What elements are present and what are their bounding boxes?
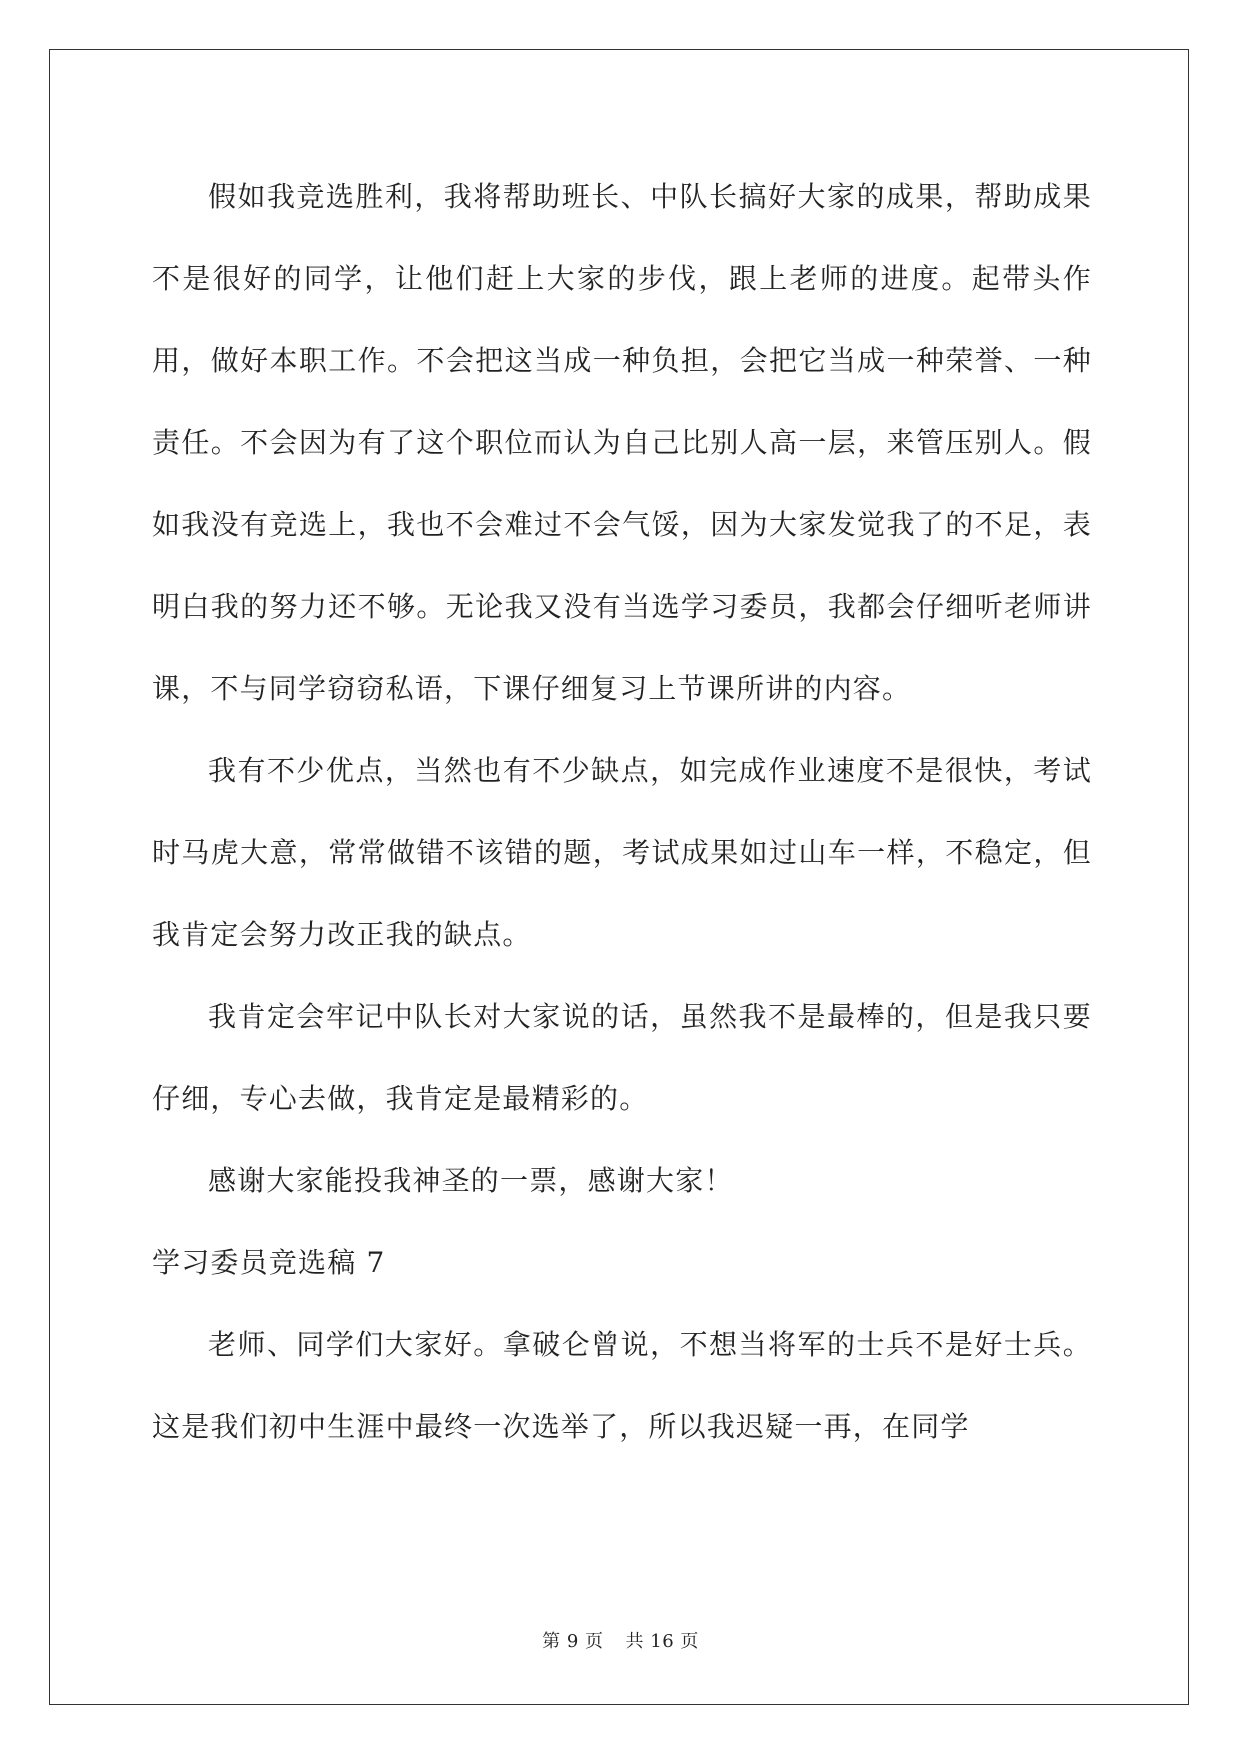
paragraph-election-win: 假如我竞选胜利，我将帮助班长、中队长搞好大家的成果，帮助成果不是很好的同学，让他们赶上大家的步伐，跟上老师的进度。起带头作用，做好本职工作。不会把这当成一种负担，会把它当成一种荣誉、一种责任。不会因为有了这个职位而认为自己比别人高一层，来管压别人。假如我没有竞选上，我也不会难过不会气馁，因为大家发觉我了的不足，表明白我的努力还不够。无论我又没有当选学习委员，我都会仔细听老师讲课，不与同学窃窃私语，下课仔细复习上节课所讲的内容。	[152, 180, 1092, 705]
paragraph-promise: 我肯定会牢记中队长对大家说的话，虽然我不是最棒的，但是我只要仔细，专心去做，我肯定是最精彩的。	[152, 1000, 1092, 1115]
page-number: 第 9 页	[542, 1631, 604, 1652]
paragraph-thanks: 感谢大家能投我神圣的一票，感谢大家！	[208, 1164, 734, 1197]
paragraph-greeting: 老师、同学们大家好。拿破仑曾说，不想当将军的士兵不是好士兵。这是我们初中生涯中最终一次选举了，所以我迟疑一再，在同学	[152, 1328, 1092, 1443]
page-total: 共 16 页	[625, 1631, 699, 1652]
paragraph-strengths-weaknesses: 我有不少优点，当然也有不少缺点，如完成作业速度不是很快，考试时马虎大意，常常做错不该错的题，考试成果如过山车一样，不稳定，但我肯定会努力改正我的缺点。	[152, 754, 1092, 951]
section-heading: 学习委员竞选稿 7	[152, 1246, 386, 1279]
document-body	[152, 156, 1092, 1468]
page-footer	[0, 1627, 1241, 1653]
